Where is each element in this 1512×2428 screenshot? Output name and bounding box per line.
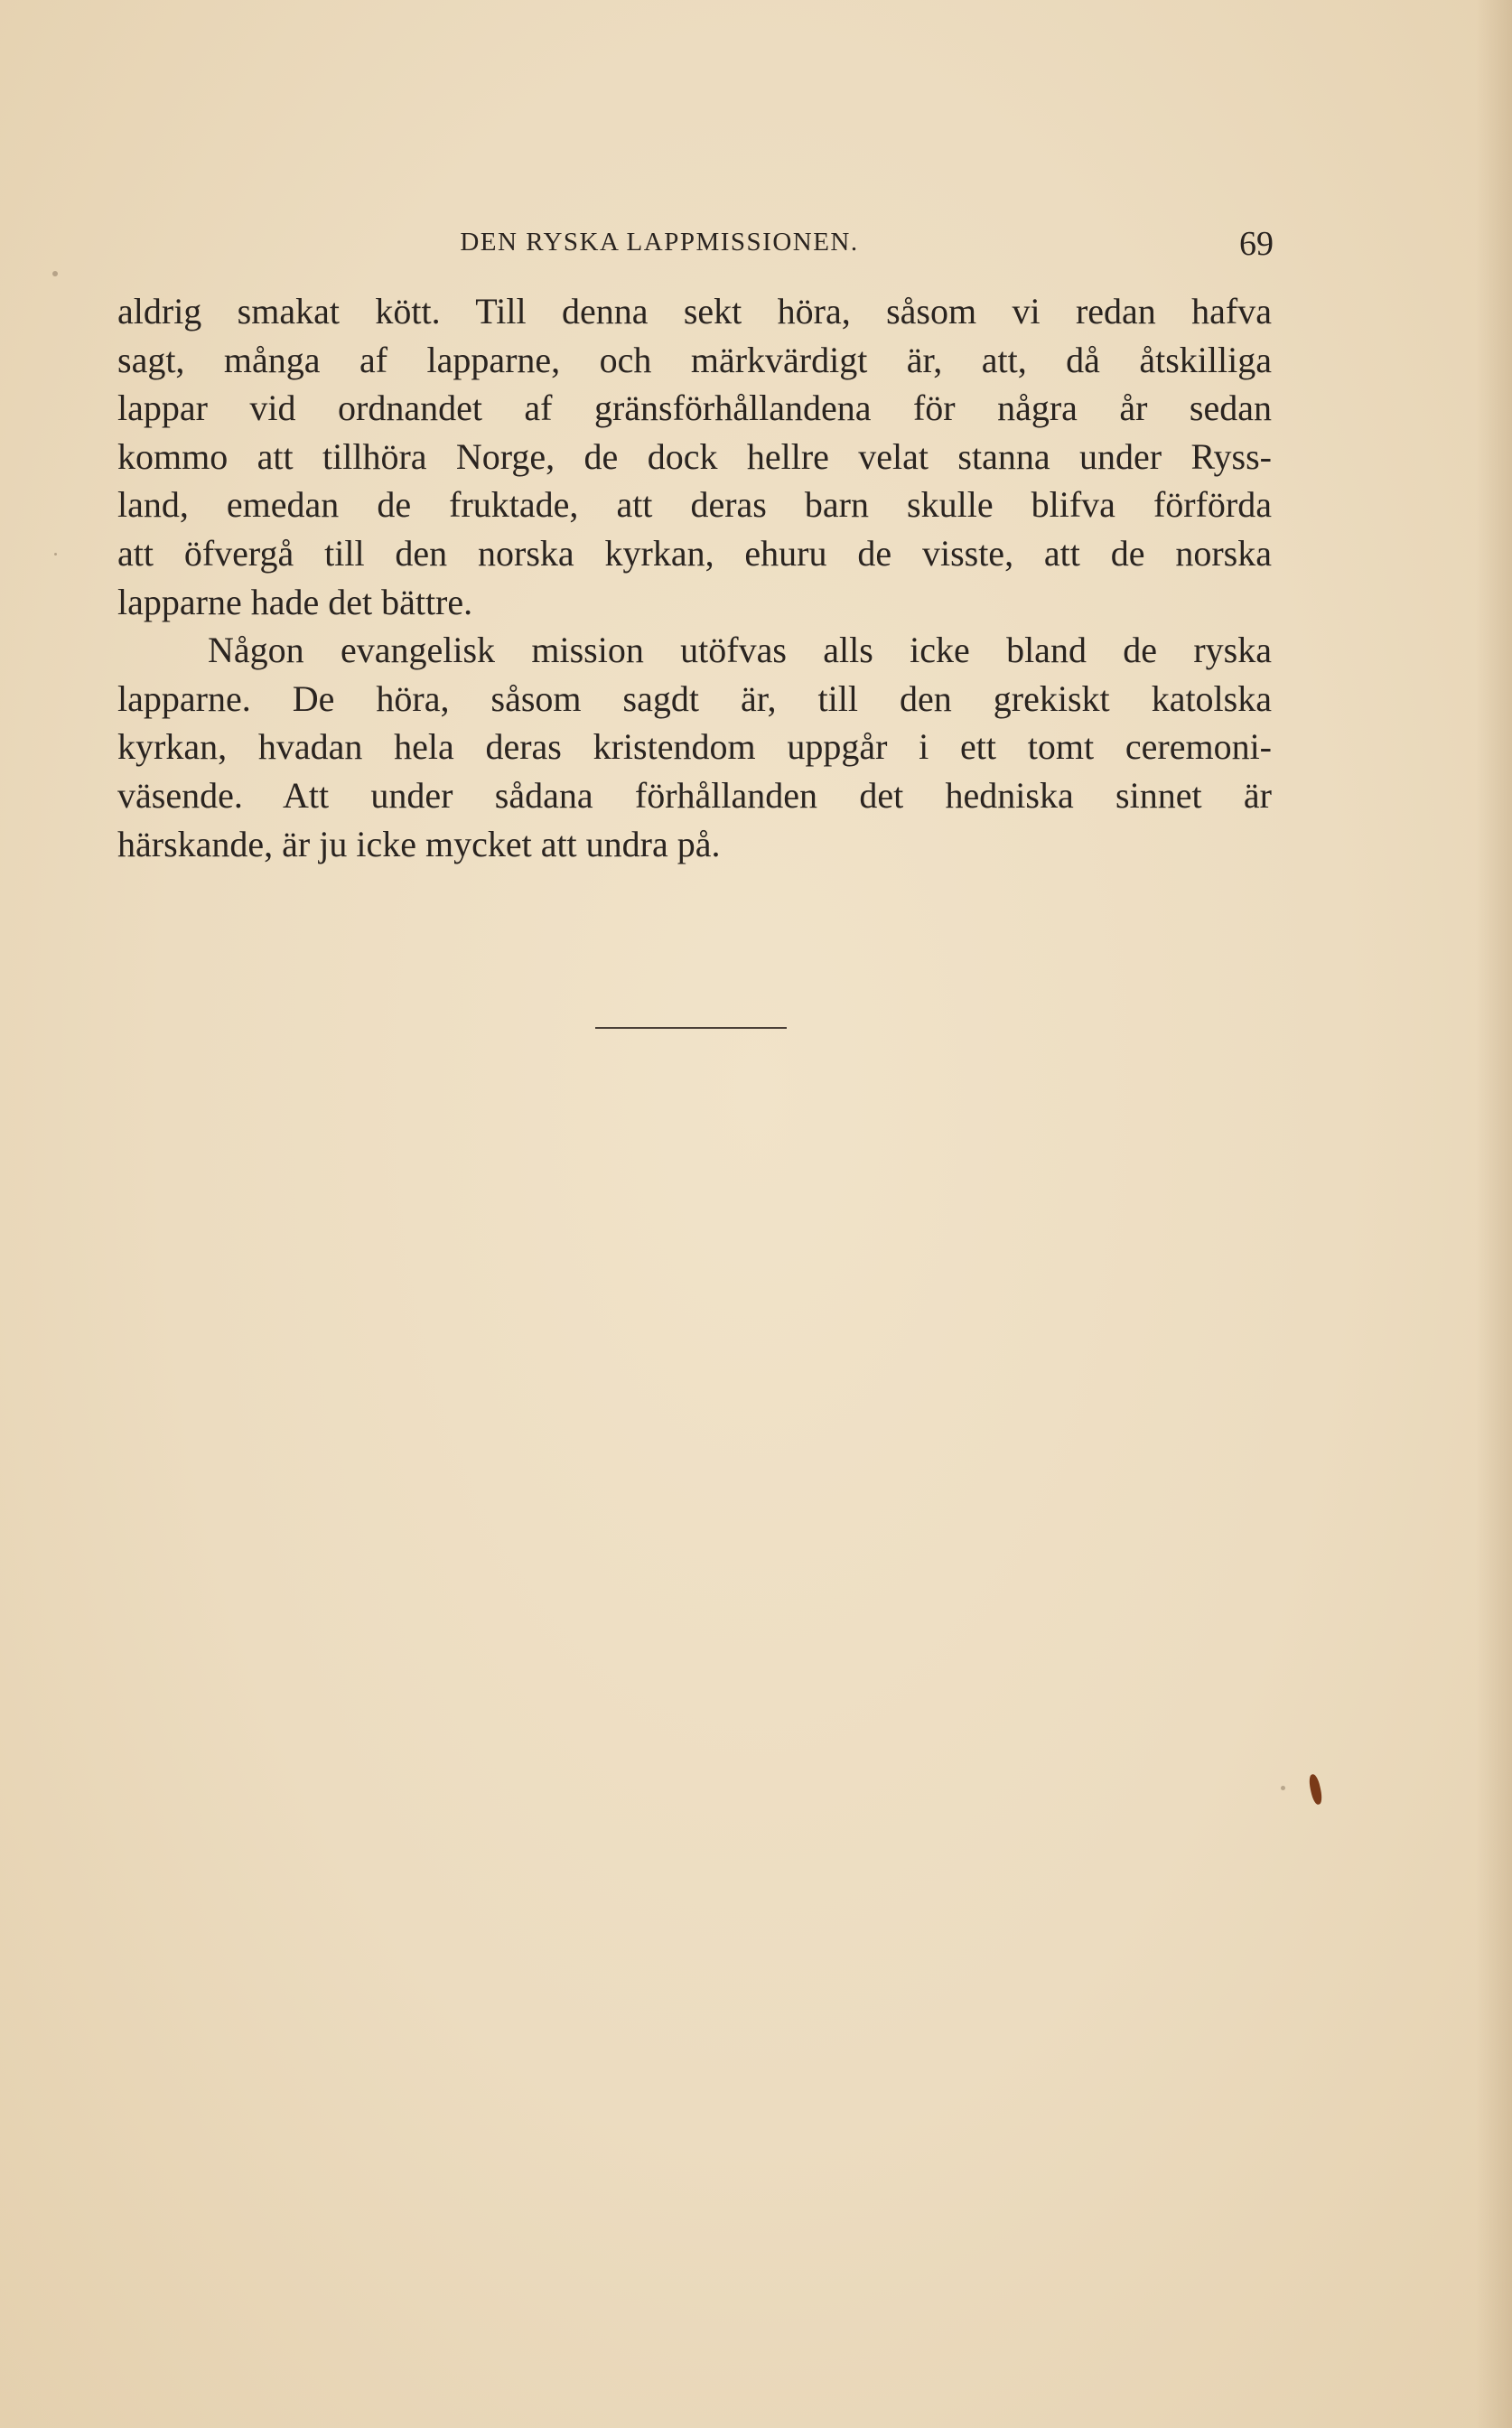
text-line: aldrig smakat kött. Till denna sekt höra, såsom vi redan hafva xyxy=(117,291,1272,332)
text-line: kyrkan, hvadan hela deras kristendom uppgår i ett tomt ceremoni- xyxy=(117,726,1272,768)
text-line: lapparne. De höra, såsom sagdt är, till den grekiskt katolska xyxy=(117,677,1272,719)
text-line: kommo att tillhöra Norge, de dock hellre velat stanna under Ryss- xyxy=(117,435,1272,477)
paper-speck xyxy=(54,553,57,556)
paper-speck xyxy=(52,271,58,276)
text-line: lappar vid ordnandet af gränsförhållandena för några år sedan xyxy=(117,388,1272,429)
text-line: väsende. Att under sådana förhållanden det hedniska sinnet är xyxy=(117,774,1272,816)
page-edge-shadow xyxy=(1476,0,1512,2428)
paper-speck xyxy=(1281,1786,1285,1790)
text-line: lapparne hade det bättre. xyxy=(117,581,473,622)
section-divider-rule xyxy=(595,1027,787,1029)
ink-stain xyxy=(1308,1773,1324,1806)
text-line: sagt, många af lapparne, och märkvärdigt är, att, då åtskilliga xyxy=(117,339,1272,380)
text-line: att öfvergå till den norska kyrkan, ehuru de visste, att de norska xyxy=(117,532,1272,574)
body-text xyxy=(117,287,1272,868)
text-line: land, emedan de fruktade, att deras barn skulle blifva förförda xyxy=(117,484,1272,526)
running-header-title: DEN RYSKA LAPPMISSIONEN. xyxy=(460,228,859,257)
running-header xyxy=(117,224,1274,264)
text-line: Någon evangelisk mission utöfvas alls icke bland de ryska xyxy=(208,630,1272,671)
page-number: 69 xyxy=(1239,225,1274,263)
text-line: härskande, är ju icke mycket att undra på. xyxy=(117,823,721,864)
